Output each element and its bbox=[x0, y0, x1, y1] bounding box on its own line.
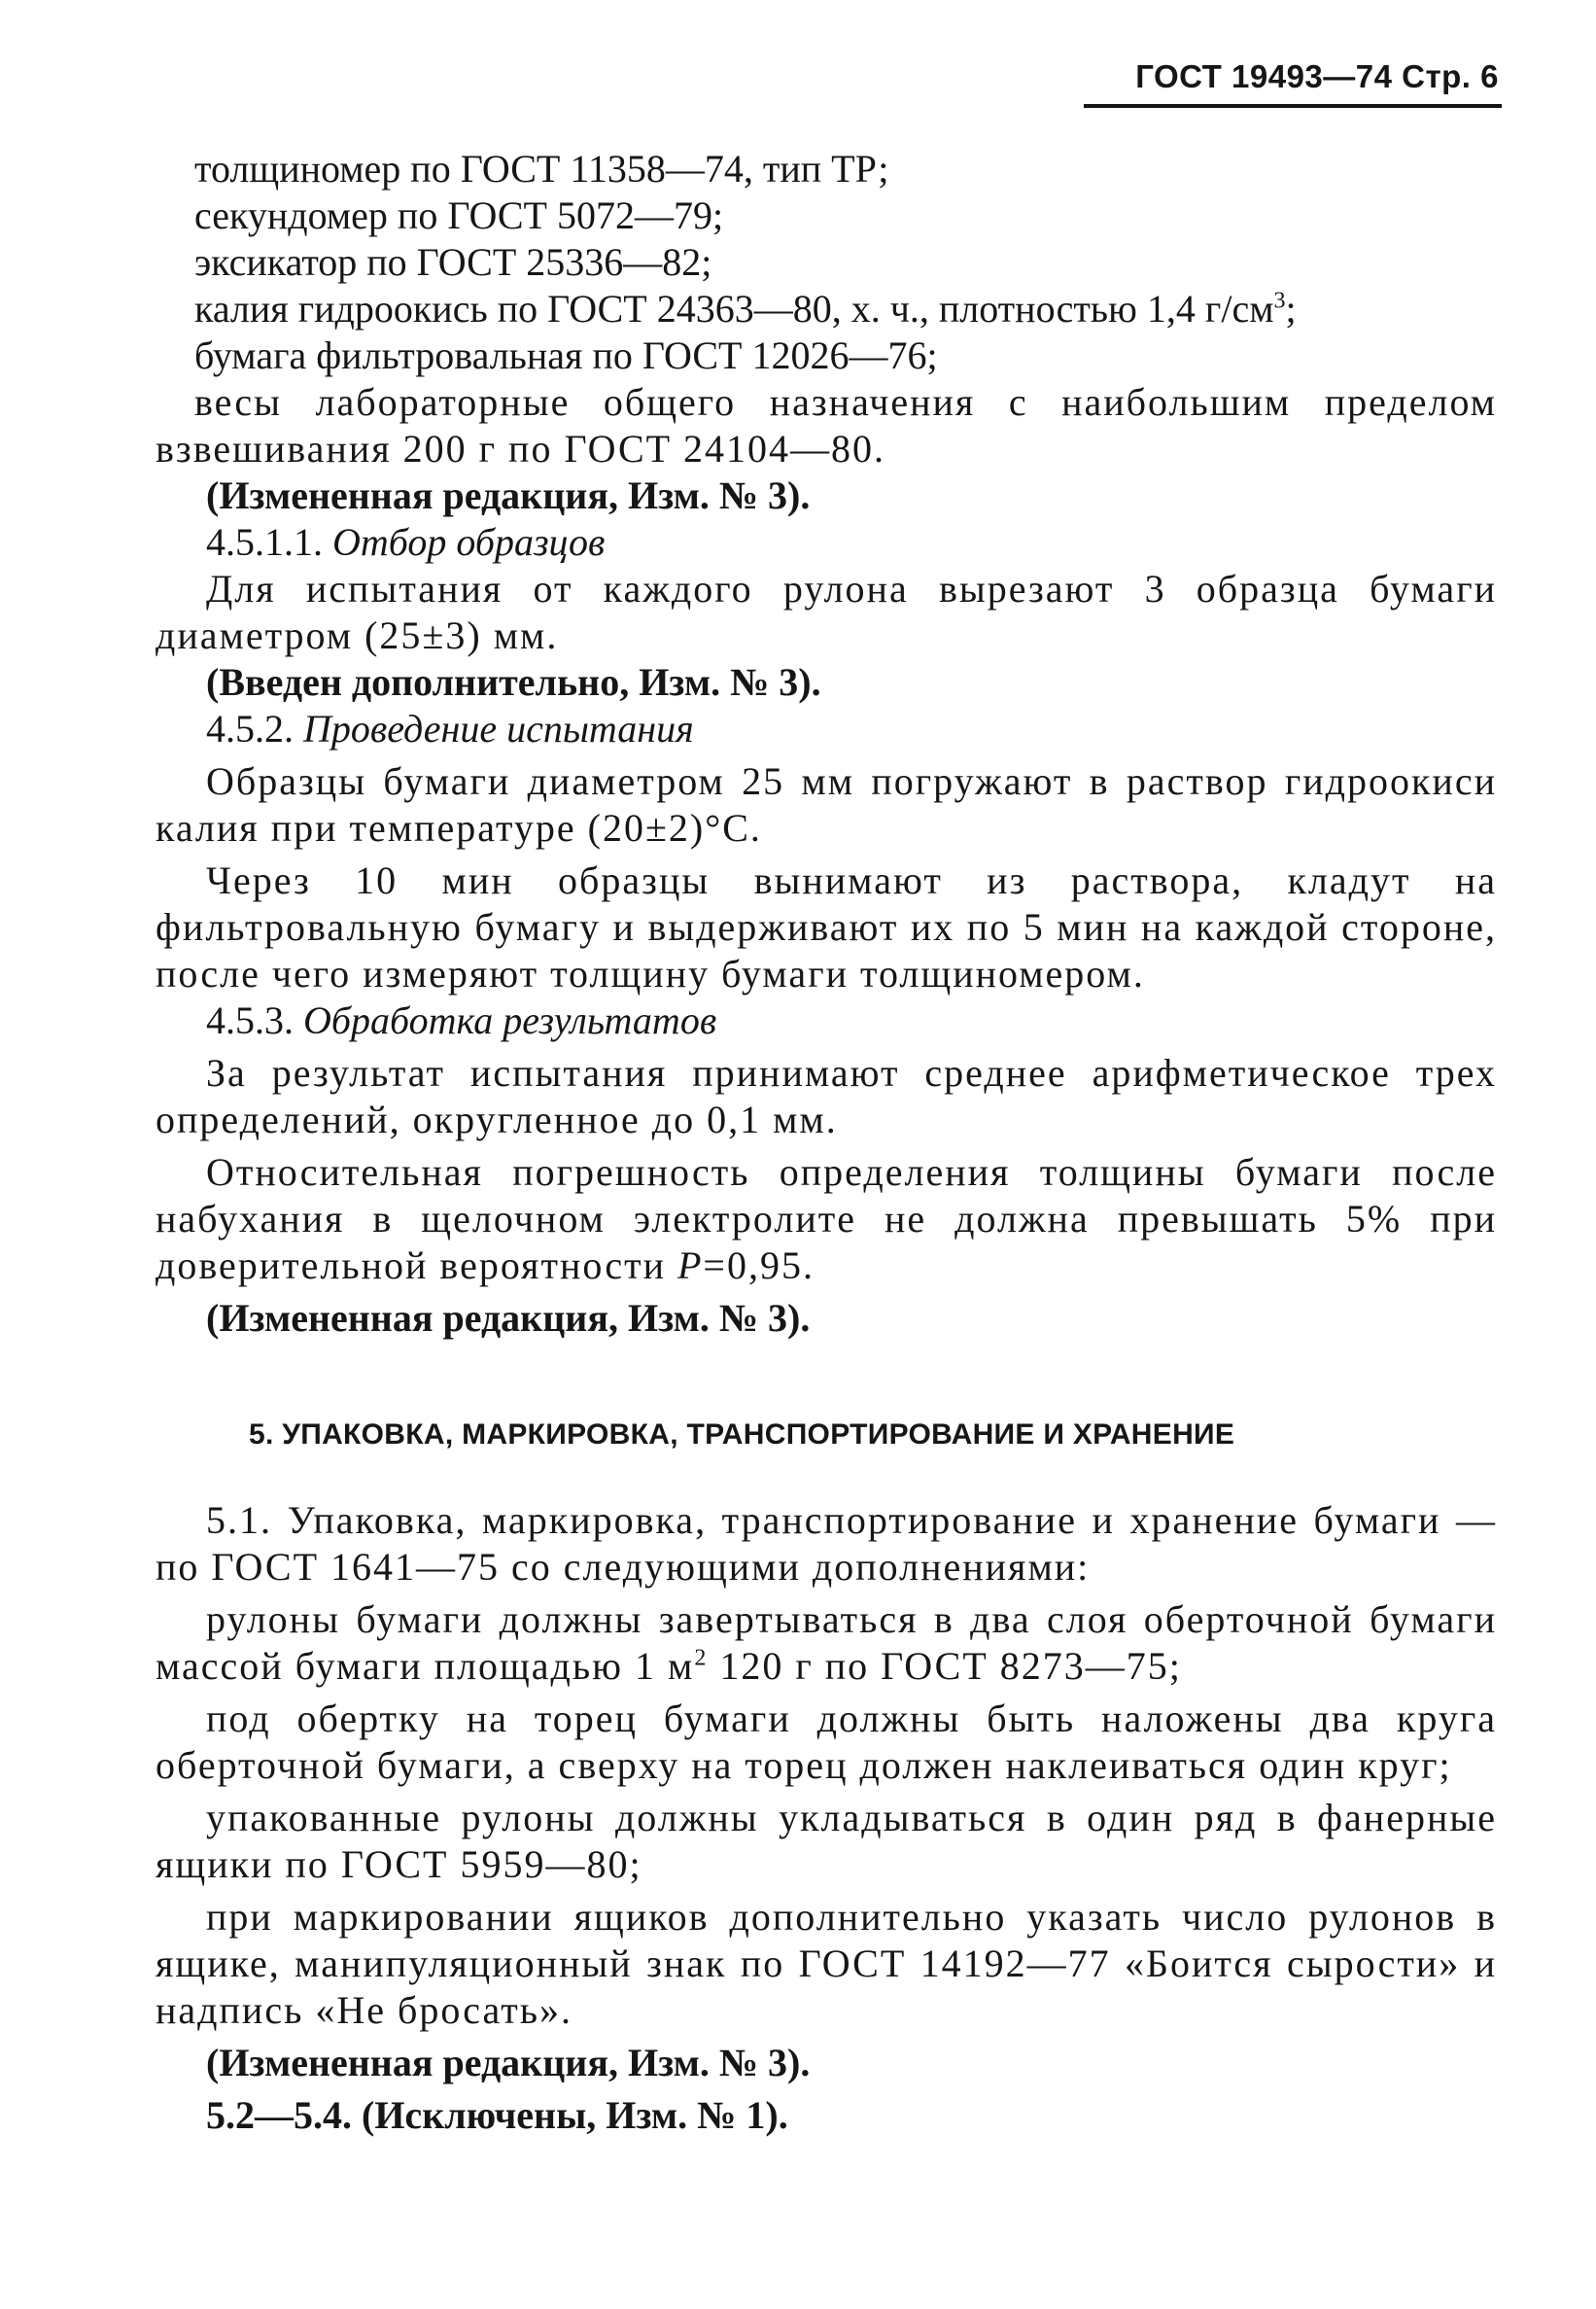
paragraph: под обертку на торец бумаги должны быть наложены два круга оберточной бумаги, а сверху на торец должен наклеиваться один круг; bbox=[156, 1697, 1497, 1787]
paragraph: Через 10 мин образцы вынимают из раствора, кладут на фильтровальную бумагу и выдерживают их по 5 мин на каждой стороне, после чего измеряют толщину бумаги толщиномером. bbox=[156, 858, 1497, 996]
page-header: ГОСТ 19493—74 Стр. 6 bbox=[1135, 58, 1499, 94]
header-rule bbox=[1084, 104, 1502, 108]
section-title: Проведение испытания bbox=[303, 707, 694, 751]
reagent-koh-text: калия гидроокись по ГОСТ 24363—80, х. ч., плотностью 1,4 г/см bbox=[194, 287, 1274, 331]
section-number: 4.5.1.1. bbox=[206, 520, 323, 564]
section-4-5-2-heading bbox=[156, 706, 1497, 752]
paragraph-text: Относительная погрешность определения толщины бумаги после набухания в щелочном электролите не должна превышать 5% при доверительной вероятности bbox=[156, 1150, 1497, 1287]
reagent-koh bbox=[156, 286, 1497, 332]
section-title: Отбор образцов bbox=[332, 520, 606, 564]
paragraph bbox=[156, 1149, 1497, 1289]
filter-paper: бумага фильтровальная по ГОСТ 12026—76; bbox=[194, 333, 938, 377]
amendment-note: (Измененная редакция, Изм. № 3). bbox=[206, 2041, 811, 2084]
section-4-5-3-heading bbox=[156, 997, 1497, 1044]
paragraph-text: рулоны бумаги должны завертываться в два слоя оберточной бумаги массой бумаги площадью 1 м bbox=[156, 1597, 1497, 1688]
paragraph: За результат испытания принимают среднее арифметическое трех определений, округленное до 0,1 мм. bbox=[156, 1051, 1497, 1141]
superscript: 2 bbox=[694, 1645, 709, 1671]
variable-p: P bbox=[677, 1243, 704, 1287]
scales: весы лабораторные общего назначения с наибольшим пределом взвешивания 200 г по ГОСТ 24104—80. bbox=[156, 380, 1497, 471]
amendment-note: (Измененная редакция, Изм. № 3). bbox=[206, 473, 811, 517]
section-title: Обработка результатов bbox=[303, 998, 717, 1042]
instrument-desiccator: эксикатор по ГОСТ 25336—82; bbox=[194, 240, 712, 284]
paragraph-text-end: 120 г по ГОСТ 8273—75; bbox=[708, 1644, 1182, 1688]
reagent-koh-tail: ; bbox=[1285, 287, 1297, 331]
paragraph-text-end: =0,95. bbox=[703, 1243, 815, 1287]
paragraph bbox=[156, 1596, 1497, 1690]
section-number: 4.5.3. bbox=[206, 998, 294, 1042]
excluded-note: 5.2—5.4. (Исключены, Изм. № 1). bbox=[206, 2093, 788, 2137]
section-number: 4.5.2. bbox=[206, 707, 294, 751]
section-5-title: 5. УПАКОВКА, МАРКИРОВКА, ТРАНСПОРТИРОВАНИЕ И ХРАНЕНИЕ bbox=[249, 1418, 1235, 1451]
section-4-5-1-1-heading bbox=[156, 519, 1497, 566]
amendment-note: (Введен дополнительно, Изм. № 3). bbox=[206, 660, 821, 704]
instrument-stopwatch: секундомер по ГОСТ 5072—79; bbox=[194, 193, 724, 237]
document-body bbox=[156, 146, 1497, 2139]
paragraph: упакованные рулоны должны укладываться в один ряд в фанерные ящики по ГОСТ 5959—80; bbox=[156, 1796, 1497, 1886]
paragraph: Образцы бумаги диаметром 25 мм погружают в раствор гидроокиси калия при температуре (20±2)°С. bbox=[156, 759, 1497, 850]
paragraph: при маркировании ящиков дополнительно указать число рулонов в ящике, манипуляционный знак по ГОСТ 14192—77 «Боится сырости» и надпись «Не бросать». bbox=[156, 1895, 1497, 2032]
instrument-thickness-gauge: толщиномер по ГОСТ 11358—74, тип ТР; bbox=[194, 147, 889, 191]
paragraph: Для испытания от каждого рулона вырезают 3 образца бумаги диаметром (25±3) мм. bbox=[156, 567, 1497, 657]
amendment-note: (Измененная редакция, Изм. № 3). bbox=[206, 1296, 811, 1340]
paragraph: 5.1. Упаковка, маркировка, транспортирование и хранение бумаги — по ГОСТ 1641—75 со следующими дополнениями: bbox=[156, 1498, 1497, 1589]
reagent-koh-sup: 3 bbox=[1273, 288, 1286, 314]
